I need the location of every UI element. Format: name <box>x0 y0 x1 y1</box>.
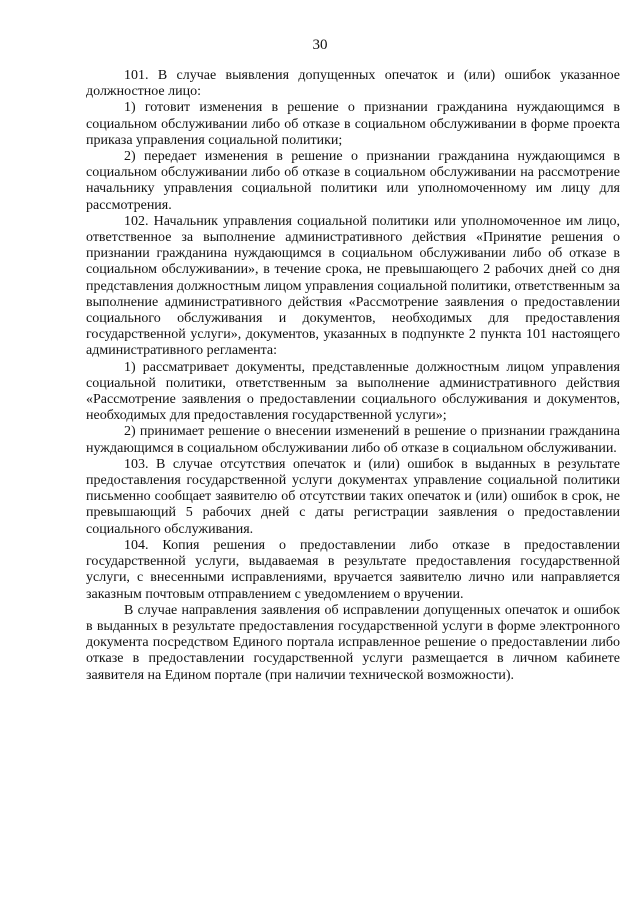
paragraph-102-item-1: 1) рассматривает документы, представленные должностным лицом управления социальной политики, ответственным за выполнение административного действия «Рассмотрение заявления о предоставлении социального обслуживания и документов, необходимых для предоставления государственной услуги»; <box>86 359 620 424</box>
paragraph-104-electronic: В случае направления заявления об исправлении допущенных опечаток и ошибок в выданных в результате предоставления государственной услуги в форме электронного документа посредством Единого портала исправленное решение о предоставлении либо отказе в предоставлении государственной услуги размещается в личном кабинете заявителя на Едином портале (при наличии технической возможности). <box>86 602 620 683</box>
page-number: 30 <box>312 37 328 53</box>
document-body <box>86 68 620 684</box>
paragraph-101-item-2: 2) передает изменения в решение о признании гражданина нуждающимся в социальном обслуживании либо об отказе в социальном обслуживании на рассмотрение начальнику управления социальной политики или уполномоченному им лицу для рассмотрения. <box>86 149 620 213</box>
paragraph-101: 101. В случае выявления допущенных опечаток и (или) ошибок указанное должностное лицо: <box>86 68 620 100</box>
paragraph-102-item-2: 2) принимает решение о внесении изменений в решение о признании гражданина нуждающимся в социальном обслуживании либо об отказе в социальном обслуживании. <box>86 424 620 456</box>
paragraph-103: 103. В случае отсутствия опечаток и (или) ошибок в выданных в результате предоставления государственной услуги документах управление социальной политики письменно сообщает заявителю об отсутствии таких опечаток и (или) ошибок в срок, не превышающий 5 рабочих дней с даты регистрации заявления о предоставлении социального обслуживания. <box>86 456 620 537</box>
paragraph-101-item-1: 1) готовит изменения в решение о признании гражданина нуждающимся в социальном обслуживании либо об отказе в социальном обслуживании в форме проекта приказа управления социальной политики; <box>86 100 620 148</box>
paragraph-102: 102. Начальник управления социальной политики или уполномоченное им лицо, ответственное за выполнение административного действия «Принятие решения о признании гражданина нуждающимся в социальном обслуживании либо об отказе в социальном обслуживании», в течение срока, не превышающего 2 рабочих дней со дня представления должностным лицом управления социальной политики, ответственным за выполнение административного действия «Рассмотрение заявления о предоставлении социального обслуживания и документов, необходимых для предоставления государственной услуги», документов, указанных в подпункте 2 пункта 101 настоящего административного регламента: <box>86 213 620 359</box>
paragraph-104: 104. Копия решения о предоставлении либо отказе в предоставлении государственной услуги, выдаваемая в результате предоставления государственной услуги, с внесенными исправлениями, вручается заявителю лично или направляется заказным почтовым отправлением с уведомлением о вручении. <box>86 537 620 602</box>
